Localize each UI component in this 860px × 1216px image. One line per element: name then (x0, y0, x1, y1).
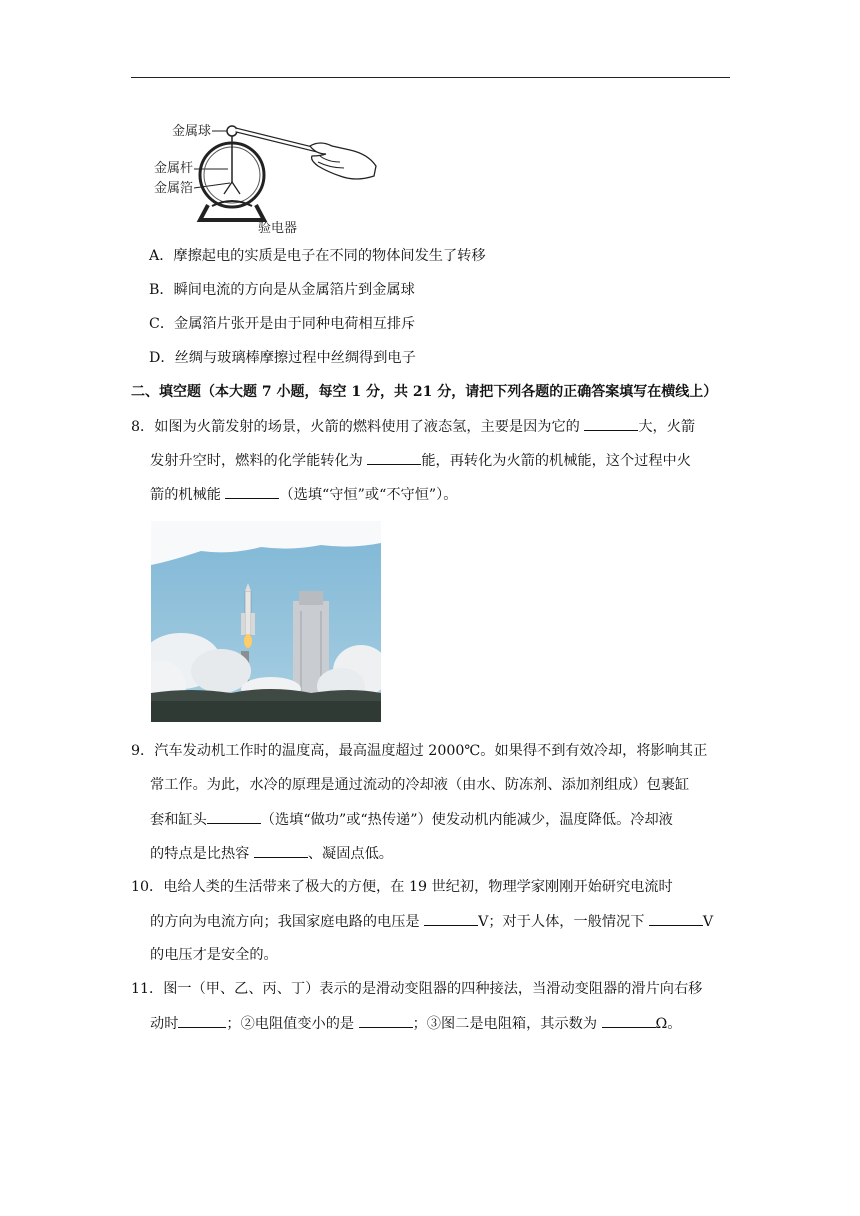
label-metal-rod: 金属杆 (154, 161, 194, 176)
option-b: B．瞬间电流的方向是从金属箔片到金属球 (149, 282, 415, 298)
header-rule (131, 77, 730, 78)
answer-blank[interactable] (584, 416, 638, 431)
answer-blank[interactable] (367, 450, 421, 465)
answer-blank[interactable] (225, 484, 279, 499)
electroscope-figure (150, 110, 390, 238)
answer-blank[interactable] (424, 911, 478, 926)
answer-blank[interactable] (359, 1013, 413, 1028)
option-a: A．摩擦起电的实质是电子在不同的物体间发生了转移 (149, 248, 486, 264)
q8-line1: 8．如图为火箭发射的场景，火箭的燃料使用了液态氢，主要是因为它的 大，火箭 (131, 416, 695, 437)
q8-line2: 发射升空时，燃料的化学能转化为 能，再转化为火箭的机械能，这个过程中火 (150, 450, 691, 471)
q9-line4: 的特点是比热容 、凝固点低。 (150, 843, 393, 864)
figure-caption: 验电器 (258, 221, 298, 236)
q10-line2: 的方向为电流方向；我国家庭电路的电压是 V；对于人体，一般情况下 V (150, 911, 713, 932)
label-metal-foil: 金属箔 (154, 181, 194, 196)
option-c: C．金属箔片张开是由于同种电荷相互排斥 (149, 316, 416, 332)
q10-line1: 10．电给人类的生活带来了极大的方便，在 19 世纪初，物理学家刚刚开始研究电流时 (131, 879, 673, 895)
rocket-launch-photo (151, 521, 381, 722)
answer-blank[interactable] (649, 911, 703, 926)
q9-line1: 9．汽车发动机工作时的温度高，最高温度超过 2000℃。如果得不到有效冷却，将影响其正 (131, 743, 708, 759)
answer-blank[interactable] (602, 1013, 656, 1028)
q11-line1: 11．图一（甲、乙、丙、丁）表示的是滑动变阻器的四种接法，当滑动变阻器的滑片向右移 (131, 981, 703, 997)
section-heading: 二、填空题（本大题 7 小题，每空 1 分，共 21 分，请把下列各题的正确答案填写在横线上） (131, 384, 718, 400)
q9-line3: 套和缸头 （选填“做功”或“热传递”）使发动机内能减少，温度降低。冷却液 (150, 809, 673, 830)
q8-line3: 箭的机械能 （选填“守恒”或“不守恒”）。 (150, 484, 457, 505)
label-metal-ball: 金属球 (172, 124, 212, 139)
option-d: D．丝绸与玻璃棒摩擦过程中丝绸得到电子 (149, 350, 416, 366)
q9-line2: 常工作。为此，水冷的原理是通过流动的冷却液（由水、防冻剂、添加剂组成）包裹缸 (150, 777, 690, 793)
answer-blank[interactable] (254, 843, 308, 858)
q11-line2: 动时 ；②电阻值变小的是 ；③图二是电阻箱，其示数为 Ω。 (150, 1013, 682, 1034)
answer-blank[interactable] (207, 809, 261, 824)
q10-line3: 的电压才是安全的。 (150, 947, 278, 963)
answer-blank[interactable] (178, 1013, 226, 1028)
